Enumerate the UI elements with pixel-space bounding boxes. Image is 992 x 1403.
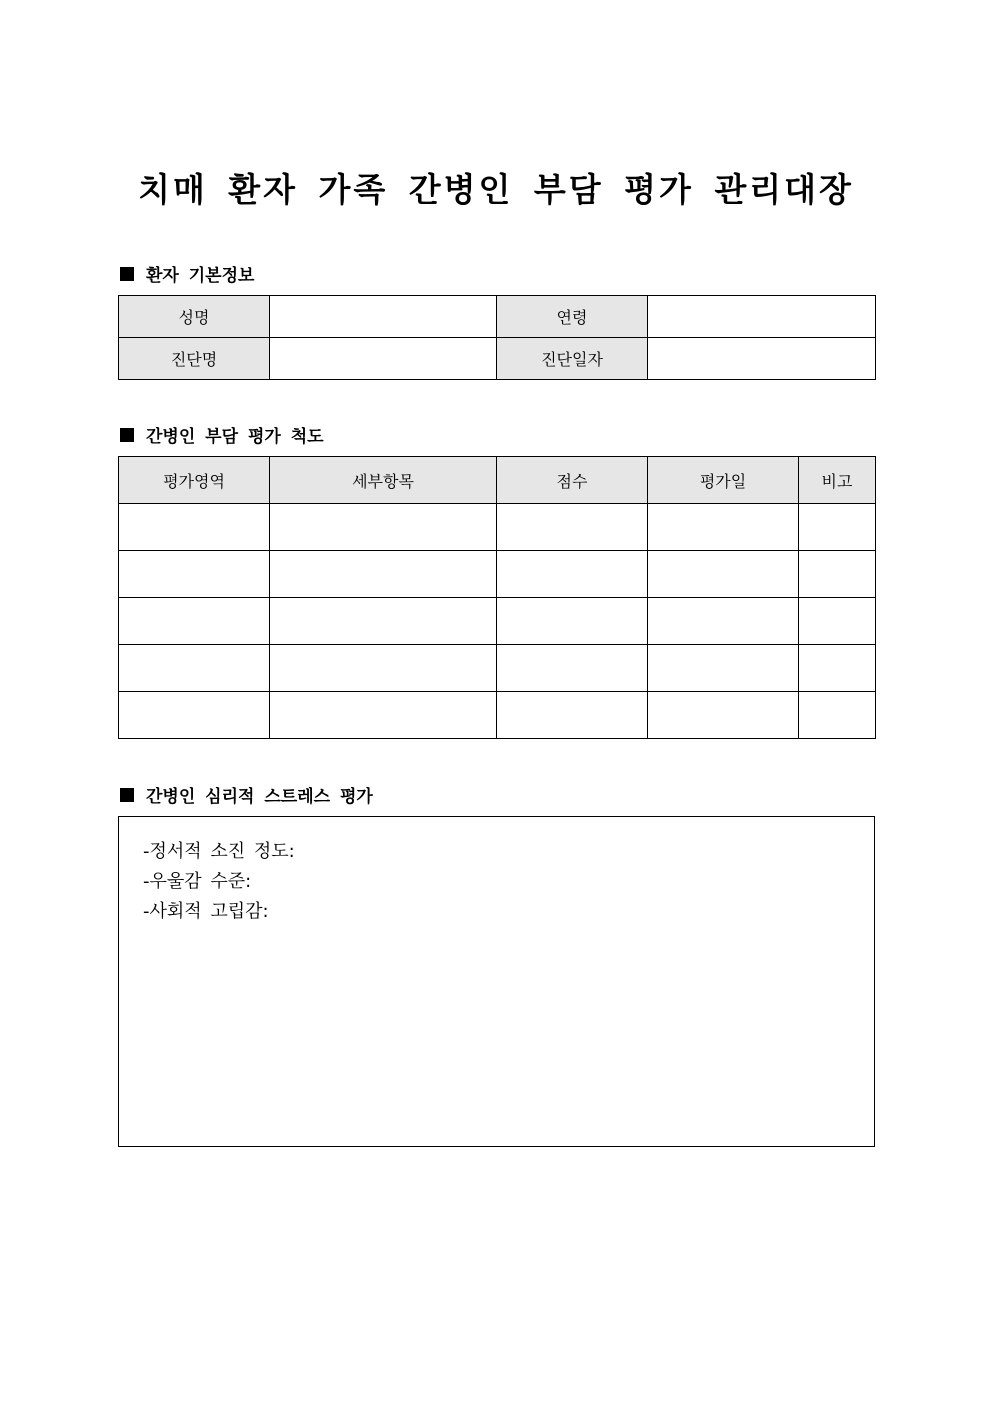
header-score: 점수 [497,457,648,504]
header-evaluation-date: 평가일 [648,457,799,504]
burden-scale-table [118,456,876,739]
section-heading-label: 환자 기본정보 [146,266,255,286]
table-cell[interactable] [119,504,270,551]
table-row [119,551,876,598]
table-cell[interactable] [497,645,648,692]
table-cell[interactable] [648,692,799,739]
table-cell[interactable] [799,692,876,739]
table-cell[interactable] [497,551,648,598]
name-label: 성명 [119,296,270,338]
square-bullet-icon [120,267,134,281]
depression-level-line: -우울감 수준: [143,871,252,892]
table-cell[interactable] [648,504,799,551]
section-heading-patient-info [120,261,254,286]
table-cell[interactable] [119,551,270,598]
diagnosis-field[interactable] [270,338,497,380]
header-remarks: 비고 [799,457,876,504]
stress-lines [143,837,295,927]
table-cell[interactable] [648,551,799,598]
age-label: 연령 [497,296,648,338]
section-heading-label: 간병인 부담 평가 척도 [146,427,324,447]
table-cell[interactable] [270,645,497,692]
table-cell[interactable] [648,598,799,645]
table-cell[interactable] [799,645,876,692]
age-field[interactable] [648,296,876,338]
emotional-exhaustion-line: -정서적 소진 정도: [143,841,295,862]
table-row [119,504,876,551]
social-isolation-line: -사회적 고립감: [143,901,269,922]
table-cell[interactable] [270,692,497,739]
table-header-row [119,457,876,504]
header-detail-item: 세부항목 [270,457,497,504]
section-heading-burden-scale [120,422,324,447]
table-cell[interactable] [270,598,497,645]
header-evaluation-area: 평가영역 [119,457,270,504]
table-row [119,338,876,380]
section-heading-stress [120,782,373,807]
diagnosis-label: 진단명 [119,338,270,380]
table-cell[interactable] [799,504,876,551]
table-row [119,645,876,692]
table-cell[interactable] [497,598,648,645]
table-cell[interactable] [497,504,648,551]
table-row [119,296,876,338]
diagnosis-date-label: 진단일자 [497,338,648,380]
stress-evaluation-box[interactable] [118,816,875,1147]
table-cell[interactable] [648,645,799,692]
table-cell[interactable] [119,692,270,739]
table-row [119,692,876,739]
table-cell[interactable] [799,551,876,598]
table-cell[interactable] [497,692,648,739]
table-cell[interactable] [270,504,497,551]
diagnosis-date-field[interactable] [648,338,876,380]
square-bullet-icon [120,428,134,442]
square-bullet-icon [120,788,134,802]
section-heading-label: 간병인 심리적 스트레스 평가 [146,787,373,807]
table-row [119,598,876,645]
document-title: 치매 환자 가족 간병인 부담 평가 관리대장 [138,170,854,209]
table-cell[interactable] [270,551,497,598]
table-cell[interactable] [119,598,270,645]
name-field[interactable] [270,296,497,338]
patient-info-table [118,295,876,380]
table-cell[interactable] [119,645,270,692]
table-cell[interactable] [799,598,876,645]
